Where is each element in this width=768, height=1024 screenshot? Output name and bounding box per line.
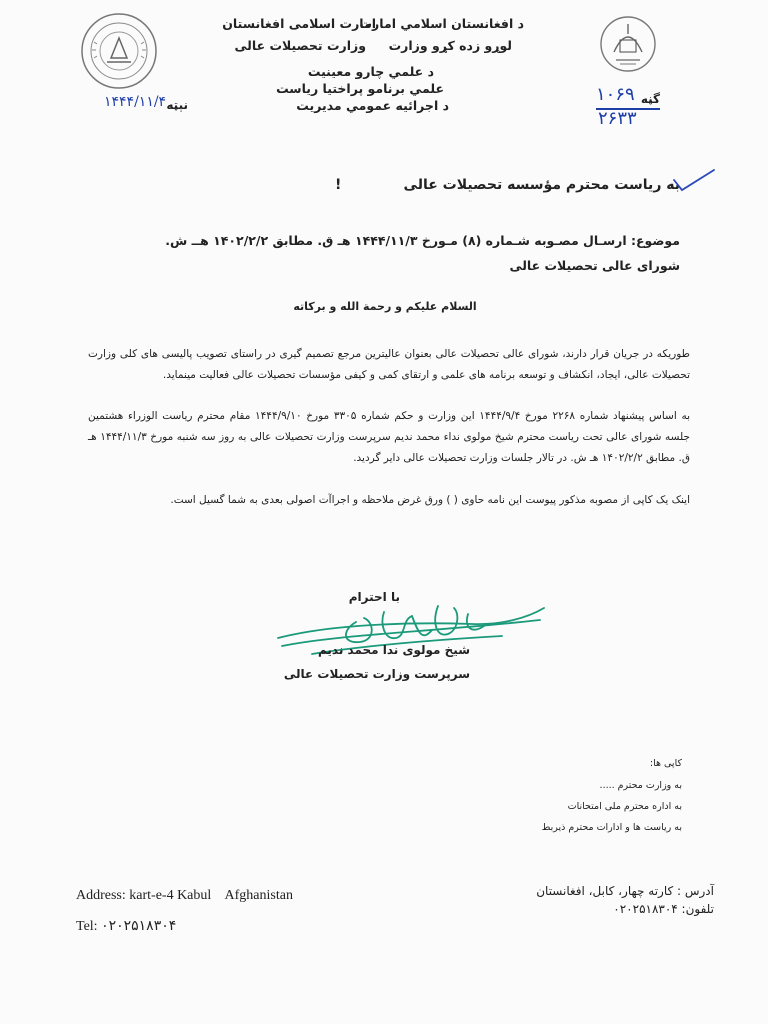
copies-label: کاپی ها: xyxy=(649,758,682,769)
university-seal-logo xyxy=(80,12,158,90)
date-value: ۱۴۴۴/۱۱/۴ xyxy=(104,94,167,110)
footer-address-fa: آدرس : کارته چهار، کابل، افغانستان xyxy=(536,884,714,898)
header-dept-line2: علمي برنامو پراختيا رياست xyxy=(276,81,444,96)
subject-line2: شورای عالی تحصیلات عالی xyxy=(509,258,680,273)
body-paragraph-1: طوریکه در جریان قرار دارند، شورای عالی تحصیلات عالی بعنوان عالیترین مرجع تصمیم گیری در راستای تصویب پالیسی های کلی وزارت تحصیلات عالی، ایجاد، انکشاف و توسعه برنامه های علمی و ارتقای کمی و کیفی مؤسسات تحصیلات عالی فعالیت مینماید. xyxy=(88,348,690,381)
header-pashto-line1: د افغانستان اسلامي امارت xyxy=(359,16,524,31)
subject-line1: موضوع: ارسـال مصـوبه شـماره (۸) مـورخ ۱۴۴۴/۱۱/۳ هـ ق. مطابق ۱۴۰۲/۲/۲ هــ ش. xyxy=(165,233,680,248)
number-value-top: ۱۰۶۹ xyxy=(596,84,635,105)
header-farsi-line2: وزارت تحصیلات عالی xyxy=(234,38,366,53)
footer-tel-en: Tel: ۰۲۰۲۵۱۸۳۰۴ xyxy=(76,919,177,934)
number-value-bottom: ۲۶۳۳ xyxy=(598,108,637,129)
signatory-title: سرپرست وزارت تحصیلات عالی xyxy=(283,667,470,681)
addressee-line: به ریاست محترم مؤسسه تحصیلات عالی xyxy=(403,177,680,193)
header-farsi-line1: امارت اسلامی افغانستان xyxy=(222,16,376,31)
header-dept-line3: د اجرائيه عمومي مديريت xyxy=(296,98,449,113)
footer-tel-fa: تلفون: ۰۲۰۲۵۱۸۳۰۴ xyxy=(613,902,714,916)
closing-regards: با احترام xyxy=(348,590,400,604)
greeting: السلام علیکم و رحمة الله و برکاته xyxy=(293,300,477,313)
header-pashto-line2: لوړو زده کړو وزارت xyxy=(388,38,512,53)
number-label: گڼه xyxy=(640,92,660,106)
emirate-emblem-logo xyxy=(598,12,658,76)
checkmark-icon xyxy=(672,168,716,198)
date-label: نېټه xyxy=(166,98,188,112)
copies-item: به ریاست ها و ادارات محترم ذیربط xyxy=(541,822,682,833)
footer-address-en: Address: kart-e-4 Kabul Afghanistan xyxy=(76,888,293,903)
copies-item: به اداره محترم ملی امتحانات xyxy=(567,801,682,812)
copies-item: به وزارت محترم ..... xyxy=(599,780,682,791)
body-paragraph-2: به اساس پیشنهاد شماره ۲۲۶۸ مورخ ۱۴۴۴/۹/۴ این وزارت و حکم شماره ۳۳۰۵ مورخ ۱۴۴۴/۹/۱۰ مقام محترم ریاست الوزراء هشتمین جلسه شورای عالی تحت ریاست محترم شیخ مولوی نداء محمد ندیم سرپرست وزارت تحصیلات عالی به روز سه شنبه مورخ ۱۴۴۴/۱۱/۳ هـ ق. مطابق ۱۴۰۲/۲/۲ هـ ش. در تالار جلسات وزارت تحصیلات عالی دایر گردید. xyxy=(88,410,691,464)
body-paragraph-3: اینک یک کاپی از مصوبه مذکور پیوست این نامه حاوی ( ) ورق غرض ملاحظه و اجراآت اصولی بعدی به شما گسیل است. xyxy=(170,494,690,506)
addressee-exclamation: ! xyxy=(335,177,342,193)
signatory-name: شیخ مولوی ندا محمد ندیم xyxy=(318,643,470,657)
header-dept-line1: د علمي چارو معينيت xyxy=(307,64,434,79)
